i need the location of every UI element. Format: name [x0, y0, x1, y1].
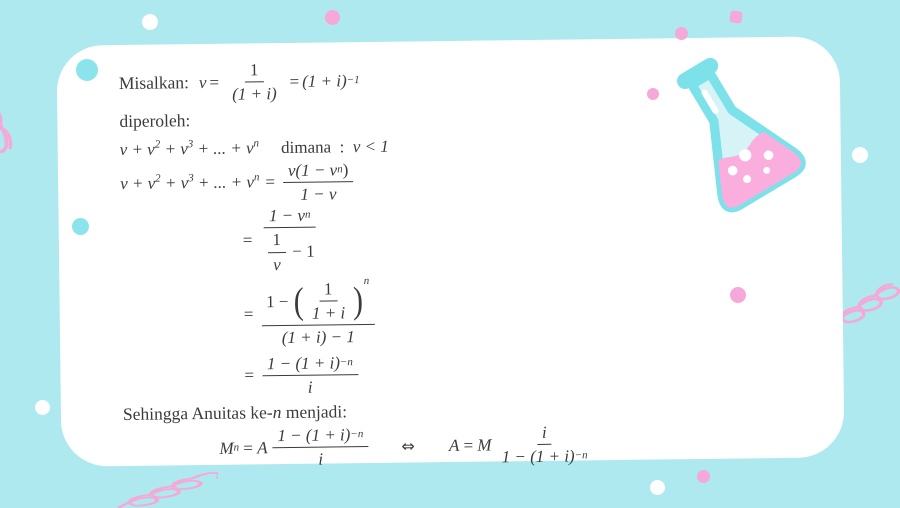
math-exponent: n [363, 274, 370, 287]
math-equals: = [243, 304, 254, 324]
fraction [227, 59, 282, 105]
series-expression: $v + v^2 + v^3$ + ... + $v^n$ [119, 136, 260, 159]
decor-dot-pink [730, 287, 746, 303]
math-var-A: A [257, 438, 268, 458]
fraction-numerator: v(1 − v n ) [283, 159, 354, 183]
fraction-numerator: 1 [245, 59, 264, 82]
decor-dot-cyan [76, 59, 98, 81]
fraction-numerator: 1 − ( $\frac{1}{1 + i}$ ) n [261, 278, 375, 327]
fraction [261, 274, 375, 349]
math-var-A: A [448, 435, 460, 455]
fraction-denominator: (1 + i) − 1 [281, 327, 355, 348]
fraction-denominator: i [307, 377, 313, 397]
decor-dot-white [650, 480, 665, 495]
decor-dot-white [852, 147, 868, 163]
label-diperoleh: diperoleh: [119, 109, 191, 131]
fraction-numerator: 1 − (1 + i) −n [272, 424, 368, 448]
math-equals: = [238, 438, 258, 458]
formula-step3 [243, 272, 823, 349]
math-equals: = [289, 71, 300, 91]
math-subscript: n [233, 441, 240, 454]
fraction-denominator: 1 − (1 + i) −n [501, 446, 588, 467]
label-dimana: dimana : [280, 136, 353, 157]
squiggle-icon [836, 260, 900, 324]
fraction [262, 352, 358, 399]
math-exponent: −1 [346, 74, 360, 87]
equivalence-arrow: ⇔ [401, 436, 415, 456]
decor-square-pink [729, 10, 743, 24]
fraction-denominator: i [318, 449, 324, 469]
fraction-numerator: i [537, 422, 552, 445]
series-expression: $v + v^2 + v^3$ + ... + $v^n$ [120, 171, 260, 194]
math-var-v: v [198, 72, 207, 92]
math-equals: = [242, 230, 253, 250]
fraction [283, 159, 354, 205]
label-sehingga: Sehingga Anuitas ke-n menjadi: [122, 401, 348, 425]
fraction [496, 421, 592, 468]
math-var-M: M [477, 435, 492, 455]
left-paren: ( [293, 280, 305, 323]
fraction [260, 205, 320, 275]
formula-annuity [219, 418, 825, 471]
squiggle-icon [0, 76, 60, 182]
math-equals: = [459, 435, 478, 455]
fraction-numerator: 1 − (1 + i) −n [262, 352, 358, 376]
decor-dot-pink [647, 88, 659, 100]
condition-v-less-1: v < 1 [352, 136, 389, 156]
inner-fraction: $\frac{1}{v}$ [267, 229, 286, 275]
fraction-denominator: (1 + i) [232, 84, 277, 104]
decor-dot-white [35, 400, 50, 415]
math-base: (1 + i) [302, 71, 347, 91]
fraction-numerator: 1 − v n [264, 205, 316, 229]
math-equals: = [209, 72, 220, 92]
right-paren: ) [352, 279, 364, 322]
fraction-denominator: $\frac{1}{v}$ − 1 [260, 228, 320, 275]
decor-dot-pink [325, 10, 340, 25]
fraction-denominator: 1 − v [300, 184, 337, 204]
label-misalkan: Misalkan: [118, 72, 190, 94]
formula-step4 [244, 346, 824, 399]
decor-dot-pink [697, 470, 710, 483]
decor-dot-cyan [72, 218, 89, 235]
inner-fraction: $\frac{1}{1 + i}$ [311, 279, 346, 323]
fraction [272, 424, 368, 471]
math-equals: = [244, 365, 255, 385]
decor-dot-pink [675, 27, 688, 40]
decor-dot-white [142, 14, 158, 30]
math-equals: = [265, 172, 276, 192]
math-var-M: M [219, 438, 234, 458]
